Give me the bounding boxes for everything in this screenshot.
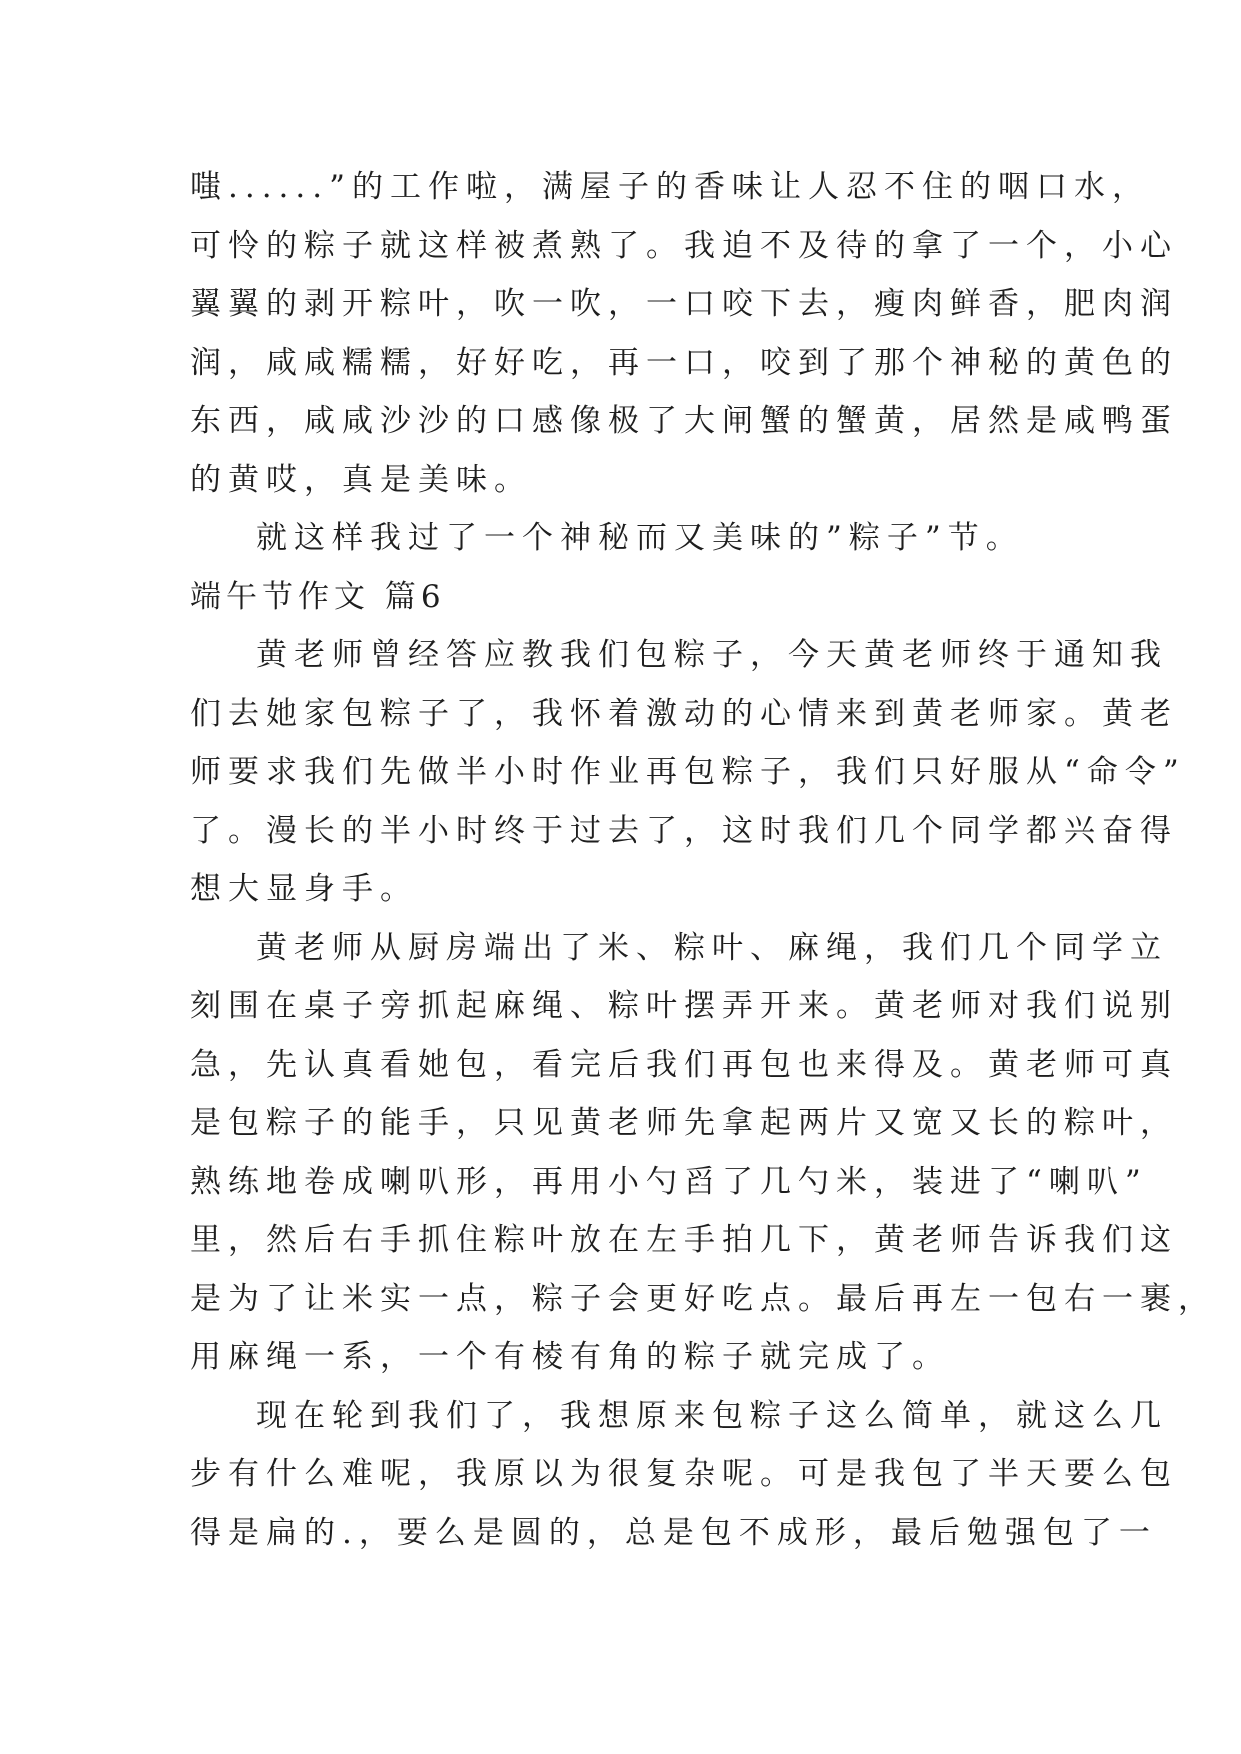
text-line: 黄老师从厨房端出了米、粽叶、麻绳，我们几个同学立	[256, 929, 1168, 966]
text-line: 的黄哎，真是美味。	[190, 461, 532, 498]
section-heading: 端午节作文 篇6	[190, 578, 446, 615]
text-line: 用麻绳一系，一个有棱有角的粽子就完成了。	[190, 1339, 950, 1375]
text-line: 黄老师曾经答应教我们包粽子，今天黄老师终于通知我	[256, 637, 1168, 673]
paragraph-3	[190, 1387, 1178, 1563]
text-line: 就这样我过了一个神秘而又美味的”粽子”节。	[256, 520, 1024, 556]
text-line: 现在轮到我们了，我想原来包粽子这么简单，就这么几	[256, 1397, 1168, 1434]
text-line: 润，咸咸糯糯，好好吃，再一口，咬到了那个神秘的黄色的	[190, 344, 1178, 381]
document-body	[190, 158, 1216, 1562]
paragraph-continued	[190, 158, 1178, 509]
text-line: 可怜的粽子就这样被煮熟了。我迫不及待的拿了一个，小心	[190, 227, 1178, 264]
text-line: 得是扁的.，要么是圆的，总是包不成形，最后勉强包了一	[190, 1514, 1157, 1551]
text-line: 步有什么难呢，我原以为很复杂呢。可是我包了半天要么包	[190, 1456, 1178, 1492]
text-line: 们去她家包粽子了，我怀着激动的心情来到黄老师家。黄老	[190, 695, 1178, 732]
text-line: 熟练地卷成喇叭形，再用小勺舀了几勺米，装进了“喇叭”	[190, 1163, 1148, 1200]
text-line: 急，先认真看她包，看完后我们再包也来得及。黄老师可真	[190, 1046, 1178, 1083]
paragraph-1	[190, 626, 1186, 919]
text-line: 嗤......”的工作啦，满屋子的香味让人忍不住的咽口水，	[190, 169, 1150, 205]
text-line: 里，然后右手抓住粽叶放在左手拍几下，黄老师告诉我们这	[190, 1222, 1178, 1258]
text-line: 翼翼的剥开粽叶，吹一吹，一口咬下去，瘦肉鲜香，肥肉润	[190, 286, 1178, 322]
paragraph-closing	[190, 509, 1050, 568]
text-line: 了。漫长的半小时终于过去了，这时我们几个同学都兴奋得	[190, 812, 1178, 849]
text-line: 想大显身手。	[190, 871, 418, 907]
text-line: 是为了让米实一点，粽子会更好吃点。最后再左一包右一裹，	[190, 1280, 1216, 1317]
text-line: 是包粽子的能手，只见黄老师先拿起两片又宽又长的粽叶，	[190, 1105, 1178, 1141]
text-line: 师要求我们先做半小时作业再包粽子，我们只好服从“命令”	[190, 754, 1186, 790]
text-line: 刻围在桌子旁抓起麻绳、粽叶摆弄开来。黄老师对我们说别	[190, 988, 1178, 1024]
text-line: 东西，咸咸沙沙的口感像极了大闸蟹的蟹黄，居然是咸鸭蛋	[190, 403, 1178, 439]
paragraph-2	[190, 919, 1216, 1387]
